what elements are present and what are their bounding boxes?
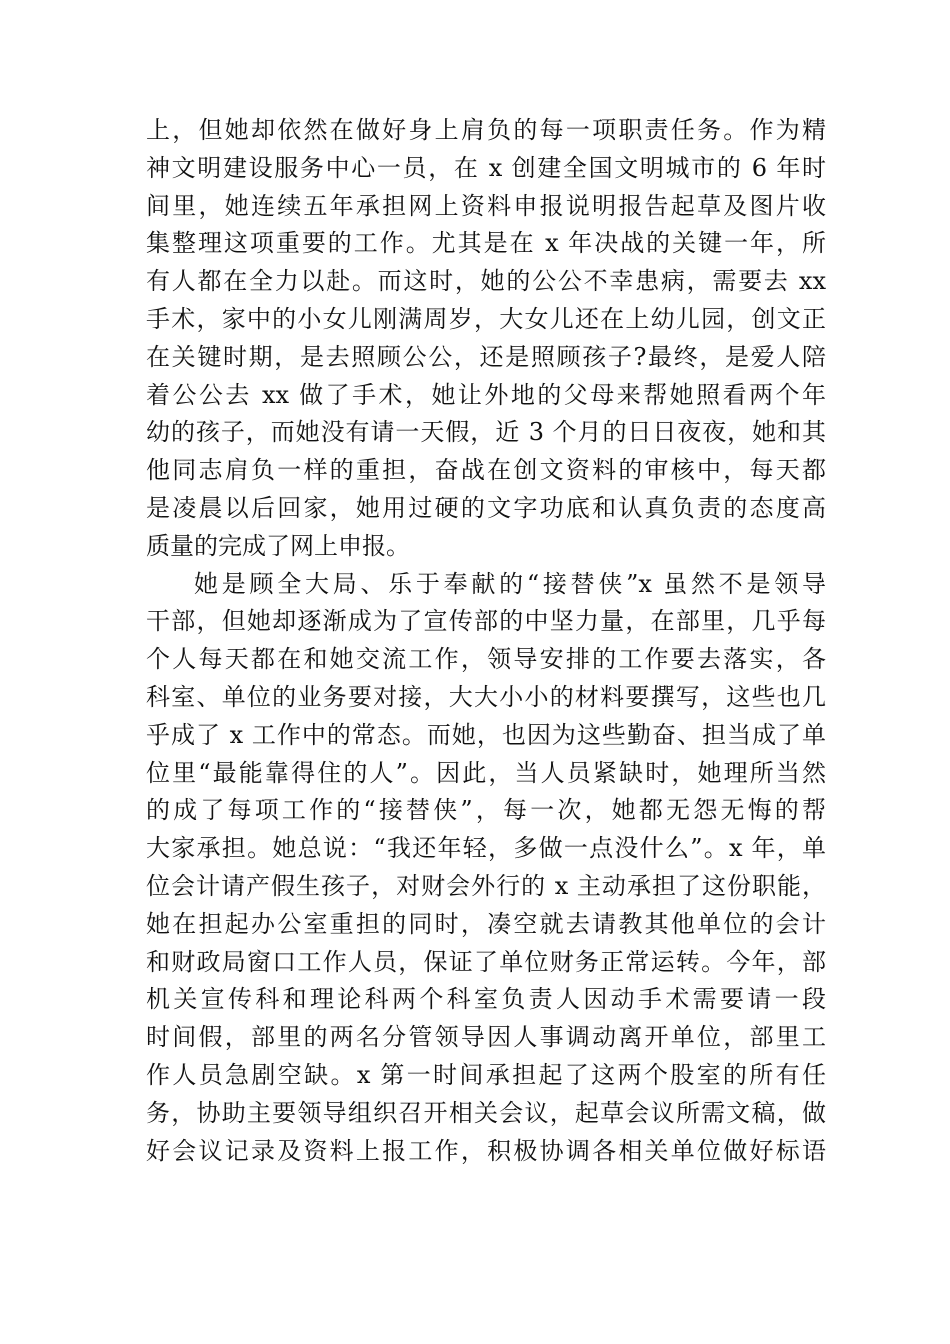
paragraph-2-line-3: 个人每天都在和她交流工作，领导安排的工作要去落实，各 xyxy=(146,645,826,674)
body-text xyxy=(146,112,826,1170)
paragraph-1-line-5: 有人都在全力以赴。而这时，她的公公不幸患病，需要去 xx xyxy=(146,267,826,296)
paragraph-1-line-9: 幼的孩子，而她没有请一天假，近 3 个月的日日夜夜，她和其 xyxy=(146,418,826,447)
paragraph-2-line-16: 好会议记录及资料上报工作，积极协调各相关单位做好标语 xyxy=(146,1136,826,1165)
paragraph-1-line-4: 集整理这项重要的工作。尤其是在 x 年决战的关键一年，所 xyxy=(146,229,826,258)
paragraph-2-line-11: 和财政局窗口工作人员，保证了单位财务正常运转。今年，部 xyxy=(146,947,826,976)
paragraph-2-line-5: 乎成了 x 工作中的常态。而她，也因为这些勤奋、担当成了单 xyxy=(146,720,826,749)
paragraph-2-line-14: 作人员急剧空缺。x 第一时间承担起了这两个股室的所有任 xyxy=(146,1060,826,1089)
paragraph-2-line-4: 科室、单位的业务要对接，大大小小的材料要撰写，这些也几 xyxy=(146,682,826,711)
paragraph-1-line-11: 是凌晨以后回家，她用过硬的文字功底和认真负责的态度高 xyxy=(146,493,826,522)
paragraph-2-line-2: 干部，但她却逐渐成为了宣传部的中坚力量，在部里，几乎每 xyxy=(146,607,826,636)
paragraph-2-line-9: 位会计请产假生孩子，对财会外行的 x 主动承担了这份职能， xyxy=(146,871,826,900)
paragraph-1-line-7: 在关键时期，是去照顾公公，还是照顾孩子?最终，是爱人陪 xyxy=(146,342,826,371)
paragraph-2-line-7: 的成了每项工作的“接替侠”，每一次，她都无怨无悔的帮 xyxy=(146,796,826,825)
paragraph-1-line-6: 手术，家中的小女儿刚满周岁，大女儿还在上幼儿园，创文正 xyxy=(146,304,826,333)
paragraph-2-line-12: 机关宣传科和理论科两个科室负责人因动手术需要请一段 xyxy=(146,985,826,1014)
paragraph-2-line-13: 时间假，部里的两名分管领导因人事调动离开单位，部里工 xyxy=(146,1023,826,1052)
paragraph-2-line-10: 她在担起办公室重担的同时，凑空就去请教其他单位的会计 xyxy=(146,909,826,938)
paragraph-2-line-15: 务，协助主要领导组织召开相关会议，起草会议所需文稿，做 xyxy=(146,1098,826,1127)
paragraph-1-line-12: 质量的完成了网上申报。 xyxy=(146,531,410,560)
paragraph-2-line-6: 位里“最能靠得住的人”。因此，当人员紧缺时，她理所当然 xyxy=(146,758,826,787)
paragraph-1-line-8: 着公公去 xx 做了手术，她让外地的父母来帮她照看两个年 xyxy=(146,380,826,409)
paragraph-1-line-1: 上，但她却依然在做好身上肩负的每一项职责任务。作为精 xyxy=(146,116,826,144)
paragraph-1-line-3: 间里，她连续五年承担网上资料申报说明报告起草及图片收 xyxy=(146,191,826,220)
paragraph-1-line-10: 他同志肩负一样的重担，奋战在创文资料的审核中，每天都 xyxy=(146,456,826,485)
paragraph-2-line-8: 大家承担。她总说：“我还年轻，多做一点没什么”。x 年，单 xyxy=(146,834,826,863)
paragraph-2-line-1: 她是顾全大局、乐于奉献的“接替侠”x 虽然不是领导 xyxy=(194,569,826,598)
paragraph-1-line-2: 神文明建设服务中心一员，在 x 创建全国文明城市的 6 年时 xyxy=(146,153,826,182)
